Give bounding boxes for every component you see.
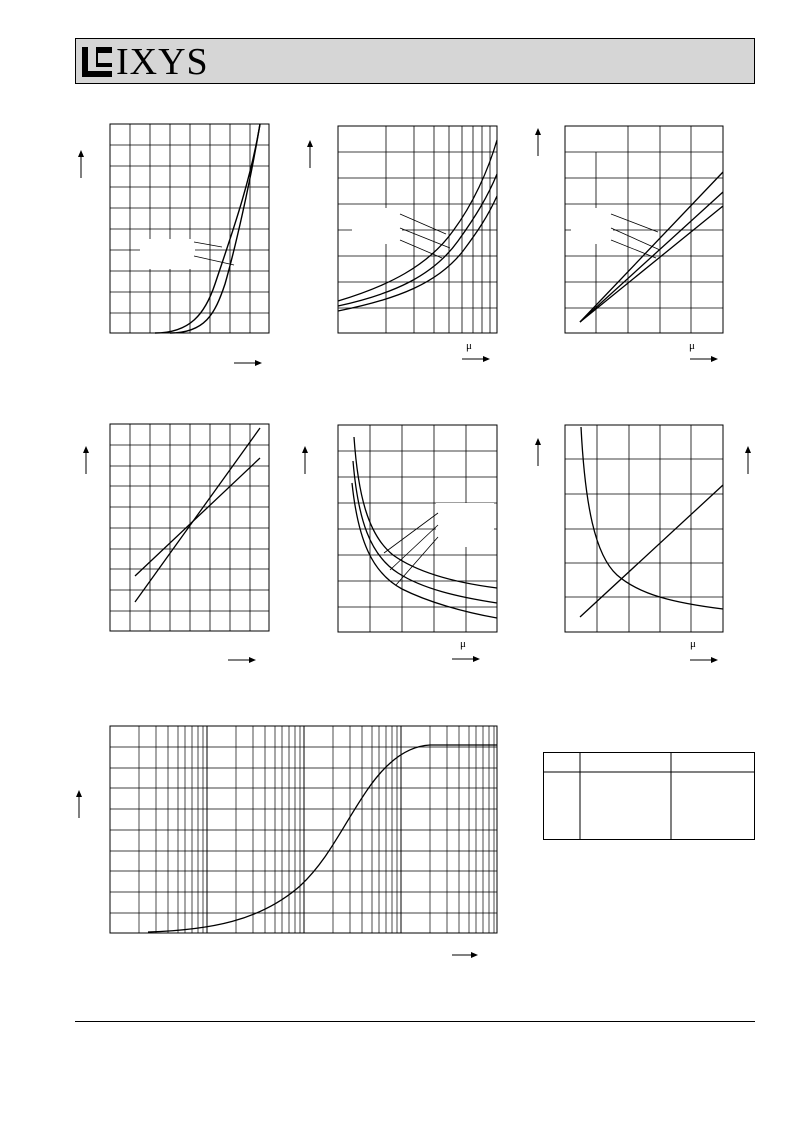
fig6-micro-glyph: μ [690,638,696,650]
figure-1-curve-b [170,124,260,333]
parameter-table [543,752,755,840]
figure-2-plot [338,126,498,334]
fig6-x-arrow-icon [690,655,718,665]
figure-1-grid [110,124,269,333]
fig3-y-arrow-icon [533,128,543,156]
parameter-table-rules [543,752,755,840]
figure-1-callout-b [194,256,234,265]
ixys-logo-icon [82,47,112,77]
fig5-micro-glyph: μ [460,638,466,650]
footer-rule [75,1021,755,1022]
fig7-y-arrow-icon [74,790,84,818]
fig4-x-arrow-icon [228,655,256,665]
figure-3-plot [565,126,725,334]
figure-6-decay-curve [581,427,723,609]
fig5-x-arrow-icon [452,654,480,664]
figure-1-callout-a [194,242,222,247]
figure-4-plot [110,424,270,632]
figure-4-line-a [135,428,260,602]
brand-name: IXYS [116,41,209,83]
fig3-micro-glyph: μ [689,340,695,352]
fig2-micro-glyph: μ [466,340,472,352]
fig2-y-arrow-icon [305,140,315,168]
figure-1-curve-a [155,124,260,333]
figure-3-callout-a [611,214,658,232]
figure-3-callout-b [611,228,660,250]
figure-7-s-curve [148,745,497,932]
figure-1-plot [110,124,270,334]
figure-7-plot [110,726,498,934]
figure-5-callout-b [390,525,438,570]
fig4-y-arrow-icon [81,446,91,474]
fig6-y-right-arrow-icon [743,446,753,474]
figure-3-line-a [580,172,723,322]
header-bar [75,38,755,84]
fig1-x-arrow-icon [234,358,262,368]
company-logo [82,43,209,81]
figure-4-line-b [135,458,260,576]
figure-6-plot [565,425,725,633]
fig1-y-arrow-icon [76,150,86,178]
fig3-x-arrow-icon [690,354,718,364]
figure-2-callout-b [400,228,450,248]
fig2-x-arrow-icon [462,354,490,364]
fig7-x-arrow-icon [452,950,478,960]
fig6-y-left-arrow-icon [533,438,543,466]
figure-7-grid [110,726,497,933]
fig5-y-arrow-icon [300,446,310,474]
figure-5-plot [338,425,498,633]
